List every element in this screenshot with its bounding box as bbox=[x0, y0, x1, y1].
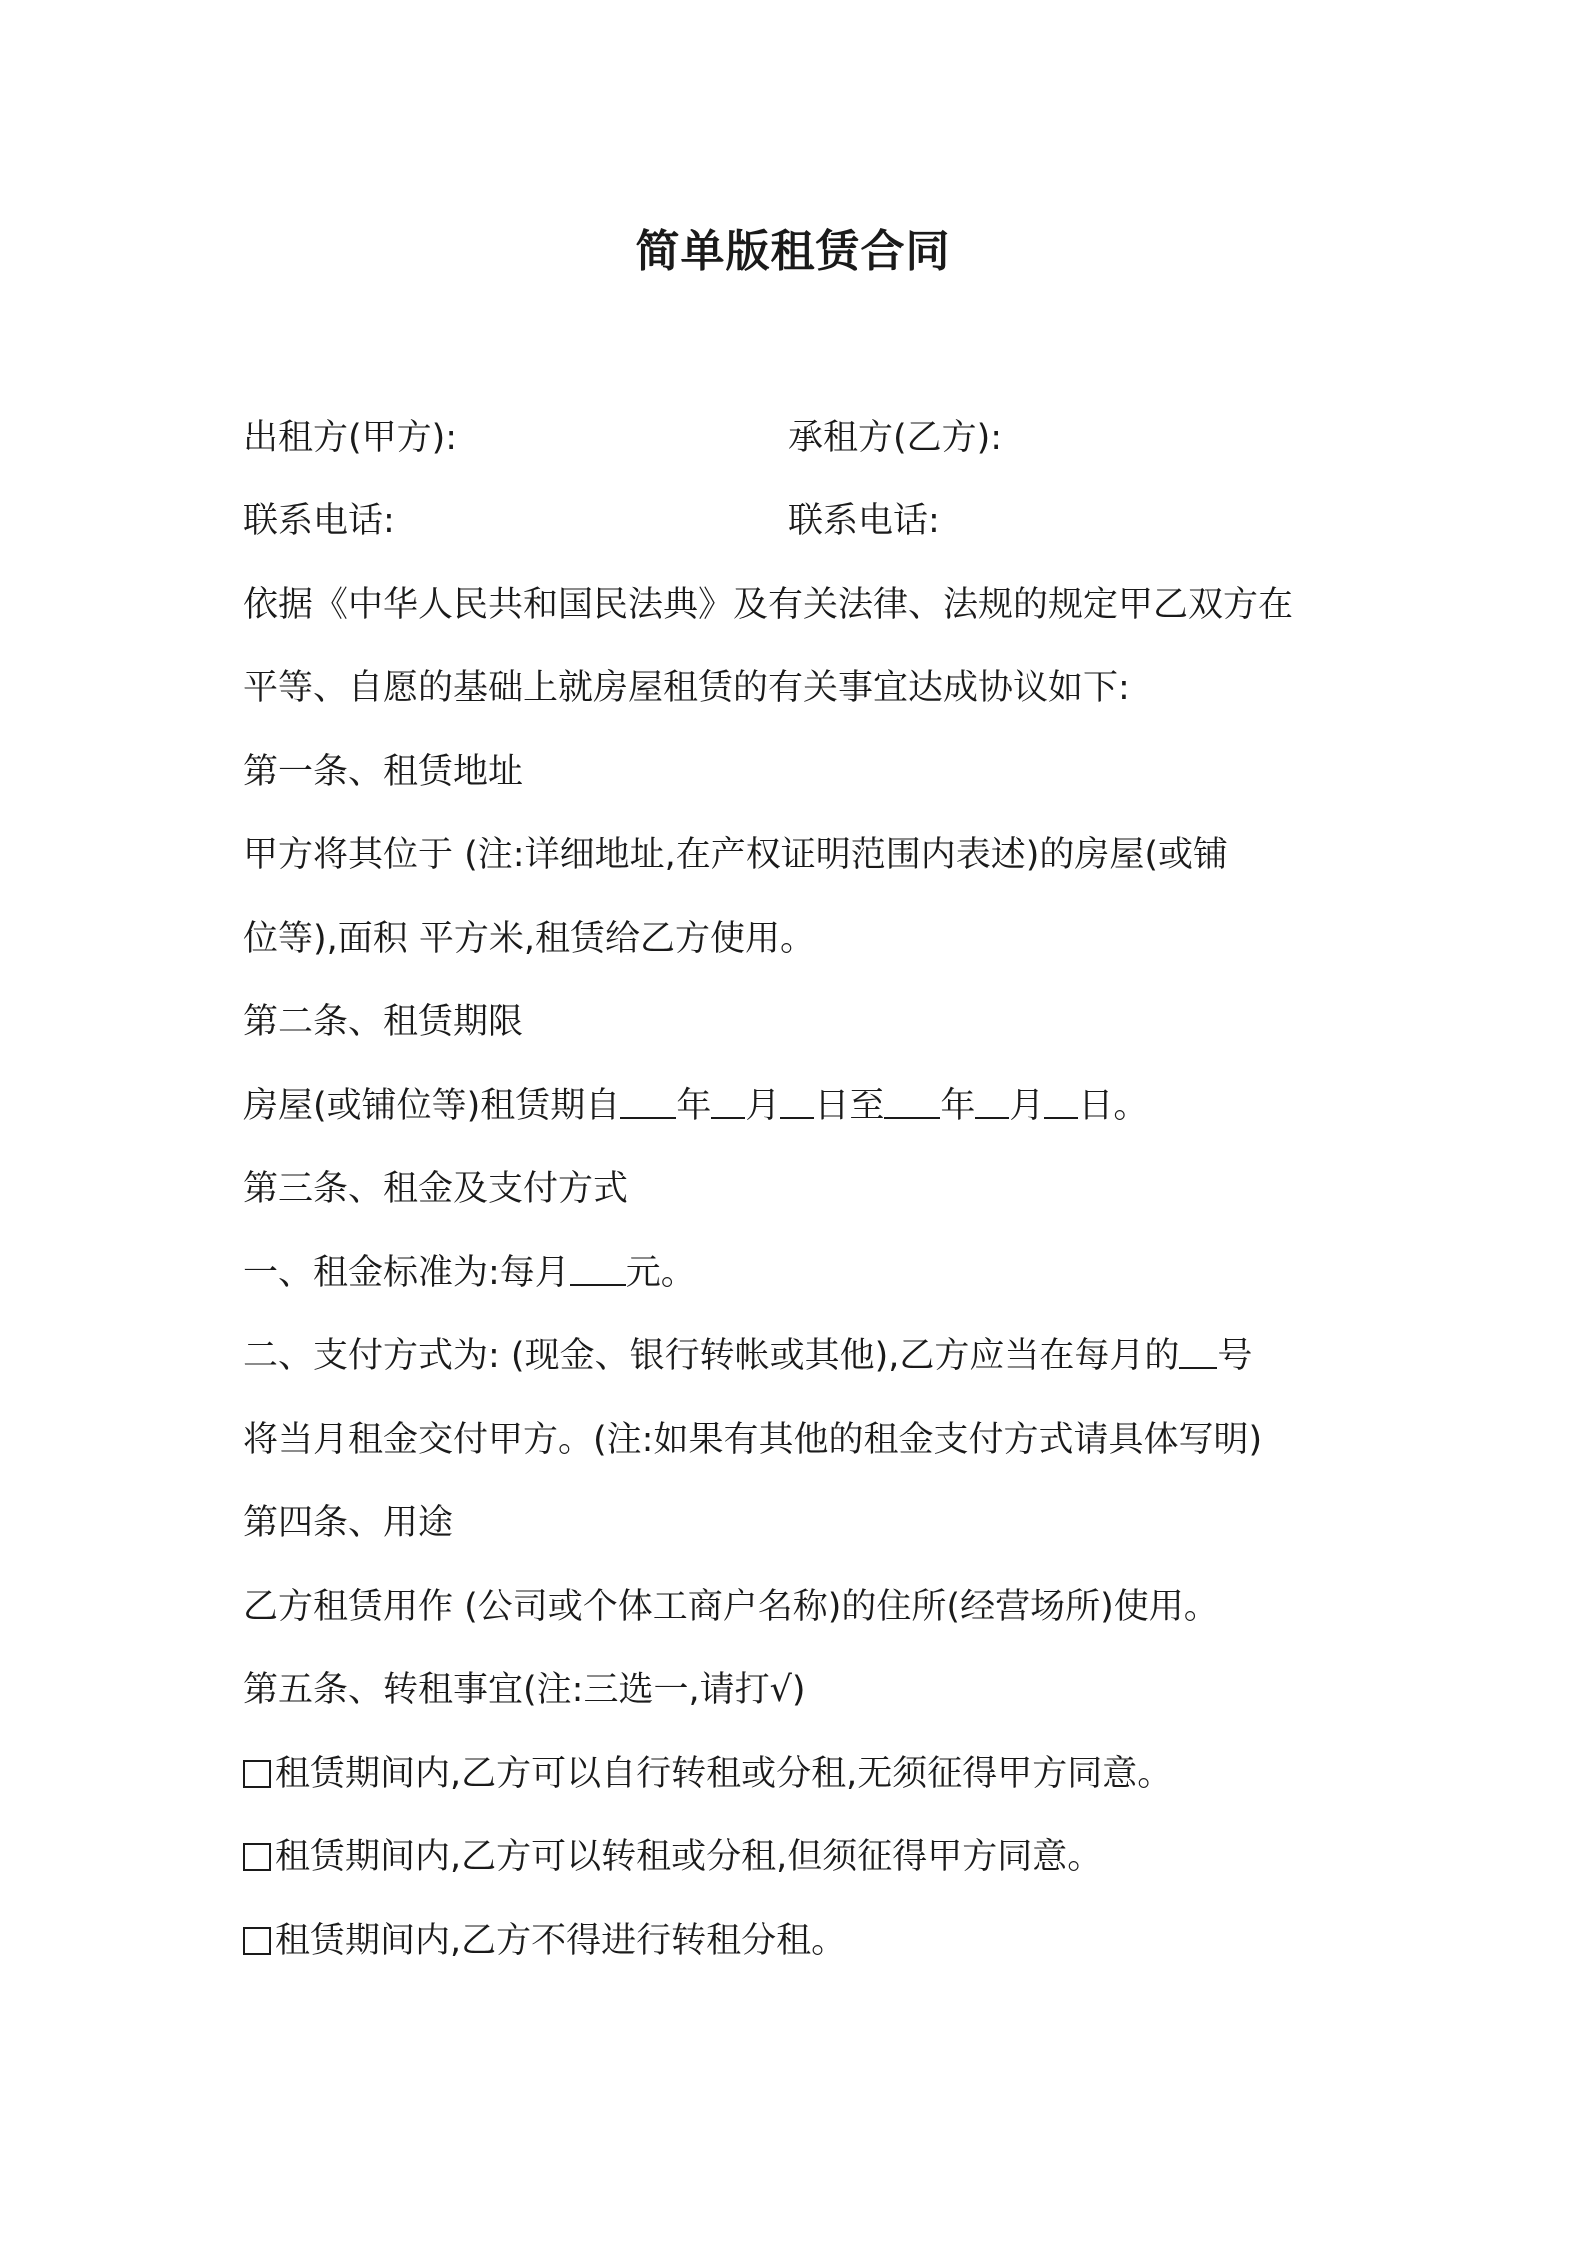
article-4-body: 乙方租赁用作 (公司或个体工商户名称)的住所(经营场所)使用。 bbox=[243, 1587, 1219, 1627]
checkbox-option-3[interactable] bbox=[243, 1927, 271, 1955]
article-2-heading: 第二条、租赁期限 bbox=[243, 1002, 524, 1042]
checkbox-option-1[interactable] bbox=[243, 1760, 271, 1788]
sublease-option bbox=[243, 1750, 1172, 1798]
start-year-unit: 年 bbox=[676, 1086, 712, 1126]
article-1-line-1: 甲方将其位于 (注:详细地址,在产权证明范围内表述)的房屋(或铺 bbox=[243, 835, 1229, 875]
start-year-blank bbox=[620, 1087, 676, 1119]
article-4-heading: 第四条、用途 bbox=[243, 1503, 454, 1543]
lessee-phone-label: 联系电话: bbox=[788, 501, 940, 541]
rent-suffix: 元。 bbox=[625, 1253, 696, 1293]
checkbox-option-2[interactable] bbox=[243, 1843, 271, 1871]
payment-method-line-2: 将当月租金交付甲方。(注:如果有其他的租金支付方式请具体写明) bbox=[243, 1420, 1263, 1460]
preamble-line-2: 平等、自愿的基础上就房屋租赁的有关事宜达成协议如下: bbox=[243, 668, 1130, 708]
article-1-heading: 第一条、租赁地址 bbox=[243, 752, 524, 792]
sublease-option-label: 租赁期间内,乙方不得进行转租分租。 bbox=[275, 1921, 847, 1961]
payment-suffix: 号 bbox=[1217, 1336, 1253, 1376]
end-day-blank bbox=[1044, 1087, 1078, 1119]
payment-prefix: 二、支付方式为: (现金、银行转帐或其他),乙方应当在每月的 bbox=[243, 1336, 1180, 1376]
document-title: 简单版租赁合同 bbox=[635, 226, 951, 277]
sublease-option bbox=[243, 1917, 846, 1965]
end-year-blank bbox=[884, 1087, 940, 1119]
lessee-label: 承租方(乙方): bbox=[788, 418, 1003, 458]
preamble-line-1: 依据《中华人民共和国民法典》及有关法律、法规的规定甲乙双方在 bbox=[243, 585, 1294, 625]
end-day-unit: 日。 bbox=[1078, 1086, 1149, 1126]
article-2-lease-term bbox=[243, 1082, 1148, 1130]
end-month-blank bbox=[975, 1087, 1009, 1119]
start-day-blank bbox=[780, 1087, 814, 1119]
sublease-option-label: 租赁期间内,乙方可以转租或分租,但须征得甲方同意。 bbox=[275, 1837, 1103, 1877]
end-month-unit: 月 bbox=[1009, 1086, 1045, 1126]
article-1-line-2: 位等),面积 平方米,租赁给乙方使用。 bbox=[243, 919, 816, 959]
start-month-blank bbox=[711, 1087, 745, 1119]
rent-amount-blank bbox=[570, 1254, 626, 1286]
start-day-unit: 日至 bbox=[814, 1086, 885, 1126]
start-month-unit: 月 bbox=[745, 1086, 781, 1126]
article-3-heading: 第三条、租金及支付方式 bbox=[243, 1169, 629, 1209]
lessor-phone-label: 联系电话: bbox=[243, 501, 395, 541]
payment-day-blank bbox=[1179, 1337, 1217, 1369]
lease-term-prefix: 房屋(或铺位等)租赁期自 bbox=[243, 1086, 621, 1126]
end-year-unit: 年 bbox=[940, 1086, 976, 1126]
rent-standard bbox=[243, 1249, 696, 1297]
rent-prefix: 一、租金标准为:每月 bbox=[243, 1253, 570, 1293]
article-5-heading: 第五条、转租事宜(注:三选一,请打√) bbox=[243, 1670, 806, 1710]
sublease-option bbox=[243, 1833, 1102, 1881]
sublease-option-label: 租赁期间内,乙方可以自行转租或分租,无须征得甲方同意。 bbox=[275, 1754, 1173, 1794]
payment-method-line-1 bbox=[243, 1332, 1252, 1380]
lessor-label: 出租方(甲方): bbox=[243, 418, 458, 458]
